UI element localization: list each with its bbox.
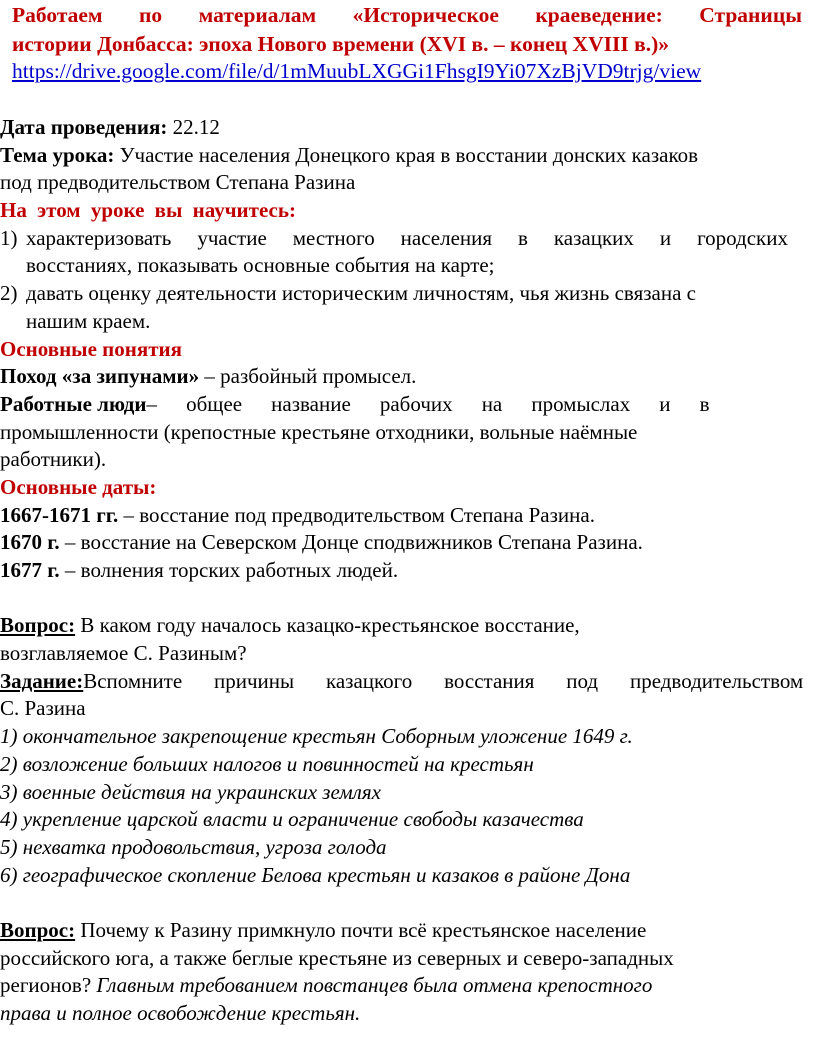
date-row: [0, 114, 816, 142]
date-item: [0, 557, 816, 585]
reason-item: 6) географическое скопление Белова крестьян и казаков в районе Дона: [0, 862, 631, 887]
drive-link[interactable]: https://drive.google.com/file/d/1mMuubLXGGi1FhsgI9Yi07XzBjVD9trjg/view: [12, 59, 702, 83]
concept-term: Поход «за зипунами»: [0, 364, 200, 389]
date-event: – восстание на Северском Донце сподвижников Степана Разина.: [59, 530, 643, 555]
question-text: регионов?: [0, 973, 97, 998]
concept-1: [0, 363, 816, 391]
goal-number: 1): [0, 225, 18, 250]
task-row: [0, 668, 816, 696]
question-text: Почему к Разину примкнуло почти всё крестьянское население: [75, 917, 647, 942]
reason-item: 5) нехватка продовольствия, угроза голода: [0, 834, 387, 859]
topic-label: Тема урока:: [0, 142, 115, 167]
concept-definition: – разбойный промысел.: [199, 364, 417, 389]
reason-item: 4) укрепление царской власти и ограничение свободы казачества: [0, 807, 584, 832]
question-label: Вопрос:: [0, 917, 76, 942]
question-2-cont-2: [0, 972, 816, 1000]
goal-text: давать оценку деятельности историческим личностям, чья жизнь связана с: [26, 281, 696, 306]
date-label: Дата проведения:: [0, 115, 168, 139]
answer-text-2: права и полное освобождение крестьян.: [0, 1001, 361, 1025]
question-2-cont: российского юга, а также беглые крестьяне из северных и северо-западных: [0, 945, 674, 970]
goal-number: 2): [0, 281, 18, 306]
date-event: – волнения торских работных людей.: [59, 558, 399, 582]
goal-text: характеризовать участие местного населения в казацких и городских: [26, 225, 788, 250]
concepts-heading: Основные понятия: [0, 336, 182, 361]
reason-item: 1) окончательное закрепощение крестьян Соборным уложение 1649 г.: [0, 724, 633, 749]
goals-heading: На этом уроке вы научитесь:: [0, 198, 296, 223]
question-1: [0, 612, 816, 640]
answer-text: Главным требованием повстанцев была отмена крепостного: [96, 973, 653, 998]
concept-2: [0, 391, 816, 419]
question-text: В каком году началось казацко-крестьянское восстание,: [75, 613, 580, 638]
concept-2-cont-2: работники).: [0, 447, 107, 472]
concept-2-cont: промышленности (крепостные крестьяне отходники, вольные наёмные: [0, 419, 638, 444]
date-year: 1667-1671 гг.: [0, 502, 119, 527]
topic-value-1: Участие населения Донецкого края в восстании донских казаков: [114, 142, 699, 167]
goal-item-1: [0, 225, 816, 253]
date-value: 22.12: [167, 115, 220, 139]
date-event: – восстание под предводительством Степана Разина.: [118, 502, 595, 527]
task-row-2: С. Разина: [0, 696, 86, 721]
date-year: 1677 г.: [0, 558, 60, 582]
topic-row-2: под предводительством Степана Разина: [0, 170, 356, 195]
date-item: [0, 502, 816, 530]
spacer: [0, 889, 816, 917]
date-item: [0, 529, 816, 557]
header-line-1: Работаем по материалам «Историческое краеведение: Страницы: [12, 3, 802, 27]
task-text: Вспомните причины казацкого восстания под предводительством: [83, 668, 804, 693]
concept-term: Работные люди: [0, 391, 147, 416]
document-header: [12, 0, 802, 59]
goal-item-1-cont: восстаниях, показывать основные события на карте;: [26, 253, 495, 278]
reason-item: 2) возложение больших налогов и повинностей на крестьян: [0, 751, 534, 776]
question-1-cont: возглавляемое С. Разиным?: [0, 641, 247, 666]
date-year: 1670 г.: [0, 530, 60, 555]
question-2: [0, 917, 816, 945]
spacer: [0, 585, 816, 613]
goal-item-2-cont: нашим краем.: [26, 308, 151, 333]
topic-row: [0, 142, 816, 170]
goal-item-2: [0, 280, 816, 308]
question-label: Вопрос:: [0, 613, 76, 638]
document-body: [0, 114, 816, 1028]
concept-definition: – общее название рабочих на промыслах и в: [146, 391, 710, 416]
header-line-2: истории Донбасса: эпоха Нового времени (XVI в. – конец XVIII в.)»: [12, 32, 669, 56]
task-label: Задание:: [0, 668, 84, 693]
reason-item: 3) военные действия на украинских землях: [0, 779, 381, 804]
dates-heading: Основные даты:: [0, 474, 157, 499]
